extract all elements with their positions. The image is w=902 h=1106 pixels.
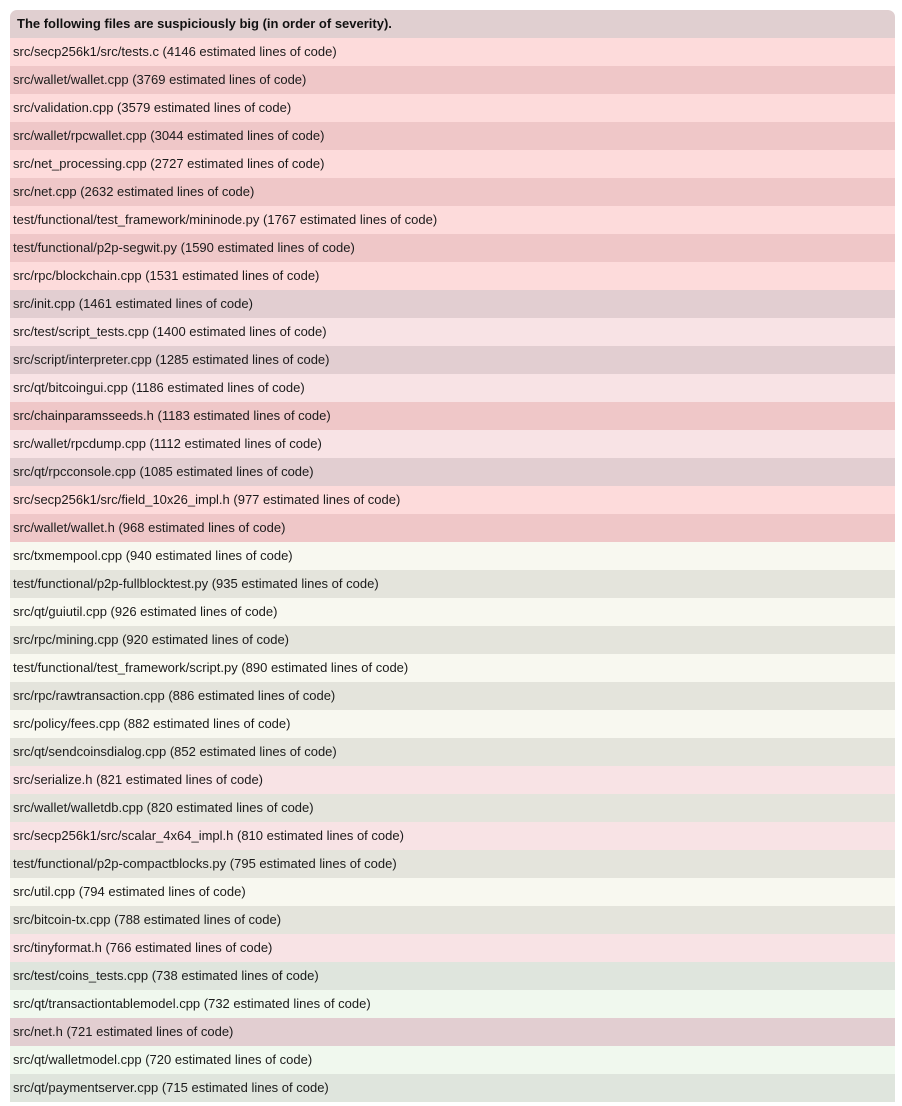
file-row: src/txmempool.cpp (940 estimated lines of code): [10, 542, 895, 570]
file-row: src/tinyformat.h (766 estimated lines of code): [10, 934, 895, 962]
file-row: src/net.cpp (2632 estimated lines of code): [10, 178, 895, 206]
file-row: src/wallet/walletdb.cpp (820 estimated lines of code): [10, 794, 895, 822]
file-row: test/functional/p2p-fullblocktest.py (935 estimated lines of code): [10, 570, 895, 598]
file-row: src/qt/bitcoingui.cpp (1186 estimated lines of code): [10, 374, 895, 402]
file-row: src/qt/walletmodel.cpp (720 estimated lines of code): [10, 1046, 895, 1074]
file-row: src/secp256k1/src/field_10x26_impl.h (977 estimated lines of code): [10, 486, 895, 514]
panel-header: The following files are suspiciously big (in order of severity).: [10, 10, 895, 38]
file-row: src/bitcoin-tx.cpp (788 estimated lines of code): [10, 906, 895, 934]
file-row: src/qt/sendcoinsdialog.cpp (852 estimated lines of code): [10, 738, 895, 766]
file-row: test/functional/test_framework/script.py (890 estimated lines of code): [10, 654, 895, 682]
file-row: src/wallet/wallet.h (968 estimated lines of code): [10, 514, 895, 542]
big-files-panel: [10, 10, 895, 1102]
file-row: src/util.cpp (794 estimated lines of code): [10, 878, 895, 906]
file-row: src/test/script_tests.cpp (1400 estimated lines of code): [10, 318, 895, 346]
file-row: test/functional/p2p-compactblocks.py (795 estimated lines of code): [10, 850, 895, 878]
file-row: test/functional/test_framework/mininode.py (1767 estimated lines of code): [10, 206, 895, 234]
file-row: src/chainparamsseeds.h (1183 estimated lines of code): [10, 402, 895, 430]
file-row: src/rpc/blockchain.cpp (1531 estimated lines of code): [10, 262, 895, 290]
file-row: src/serialize.h (821 estimated lines of code): [10, 766, 895, 794]
file-row: src/qt/transactiontablemodel.cpp (732 estimated lines of code): [10, 990, 895, 1018]
file-list: [10, 38, 895, 1102]
file-row: src/qt/paymentserver.cpp (715 estimated lines of code): [10, 1074, 895, 1102]
file-row: src/policy/fees.cpp (882 estimated lines of code): [10, 710, 895, 738]
file-row: src/rpc/rawtransaction.cpp (886 estimated lines of code): [10, 682, 895, 710]
file-row: src/script/interpreter.cpp (1285 estimated lines of code): [10, 346, 895, 374]
file-row: src/validation.cpp (3579 estimated lines of code): [10, 94, 895, 122]
file-row: src/rpc/mining.cpp (920 estimated lines of code): [10, 626, 895, 654]
file-row: src/init.cpp (1461 estimated lines of code): [10, 290, 895, 318]
file-row: src/qt/guiutil.cpp (926 estimated lines of code): [10, 598, 895, 626]
file-row: src/net.h (721 estimated lines of code): [10, 1018, 895, 1046]
file-row: src/qt/rpcconsole.cpp (1085 estimated lines of code): [10, 458, 895, 486]
file-row: src/net_processing.cpp (2727 estimated lines of code): [10, 150, 895, 178]
file-row: src/secp256k1/src/scalar_4x64_impl.h (810 estimated lines of code): [10, 822, 895, 850]
file-row: src/wallet/wallet.cpp (3769 estimated lines of code): [10, 66, 895, 94]
file-row: test/functional/p2p-segwit.py (1590 estimated lines of code): [10, 234, 895, 262]
file-row: src/wallet/rpcwallet.cpp (3044 estimated lines of code): [10, 122, 895, 150]
file-row: src/test/coins_tests.cpp (738 estimated lines of code): [10, 962, 895, 990]
file-row: src/wallet/rpcdump.cpp (1112 estimated lines of code): [10, 430, 895, 458]
file-row: src/secp256k1/src/tests.c (4146 estimated lines of code): [10, 38, 895, 66]
